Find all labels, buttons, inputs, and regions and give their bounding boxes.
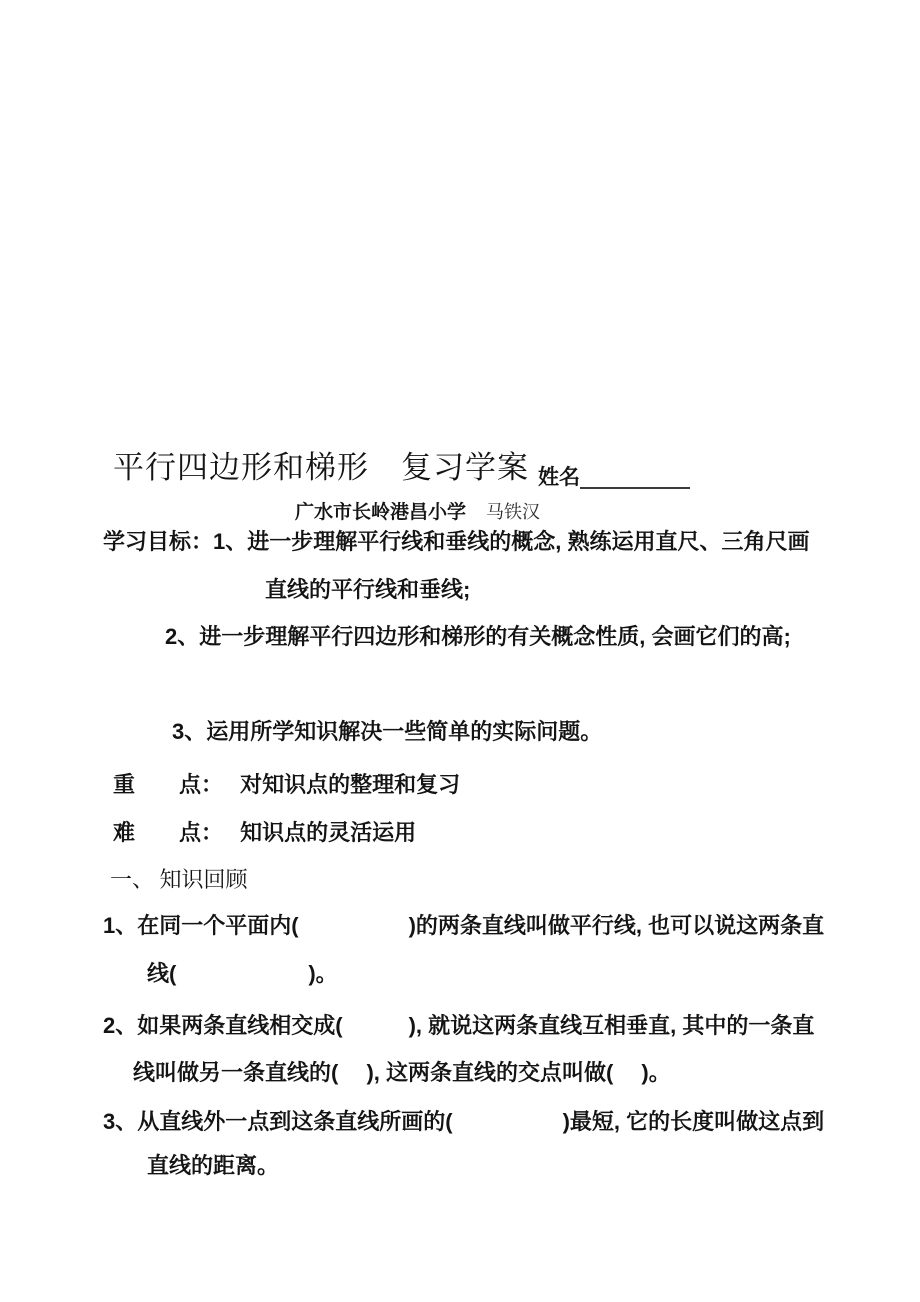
learning-goal-line-4: 3、运用所学知识解决一些简单的实际问题。: [172, 719, 603, 744]
name-blank-line: [580, 461, 690, 489]
question-1-line-2: 线( )。: [147, 961, 338, 986]
byline: [295, 497, 540, 524]
name-label: 姓名: [538, 465, 580, 489]
question-3-line-1: 3、从直线外一点到这条直线所画的( )最短, 它的长度叫做这点到: [103, 1109, 825, 1134]
page-title: 平行四边形和梯形 复习学案: [113, 450, 529, 485]
question-2-line-1: 2、如果两条直线相交成( ), 就说这两条直线互相垂直, 其中的一条直: [103, 1013, 815, 1038]
learning-goal-line-3: 2、进一步理解平行四边形和梯形的有关概念性质, 会画它们的高;: [165, 624, 791, 649]
learning-goal-line-2: 直线的平行线和垂线;: [265, 577, 471, 602]
section-heading-knowledge-review: 一、 知识回顾: [110, 867, 248, 892]
difficult-point-line: 难 点： 知识点的灵活运用: [113, 820, 417, 845]
author-name: 马铁汉: [486, 502, 541, 522]
school-name: 广水市长岭港昌小学: [295, 502, 467, 523]
name-field: [538, 459, 690, 489]
question-3-line-2: 直线的距离。: [147, 1153, 280, 1178]
key-point-line: 重 点： 对知识点的整理和复习: [113, 772, 461, 797]
learning-goal-line-1: 学习目标：1、进一步理解平行线和垂线的概念, 熟练运用直尺、三角尺画: [103, 529, 810, 554]
question-2-line-2: 线叫做另一条直线的( ), 这两条直线的交点叫做( )。: [133, 1060, 671, 1085]
question-1-line-1: 1、在同一个平面内( )的两条直线叫做平行线, 也可以说这两条直: [103, 913, 825, 938]
